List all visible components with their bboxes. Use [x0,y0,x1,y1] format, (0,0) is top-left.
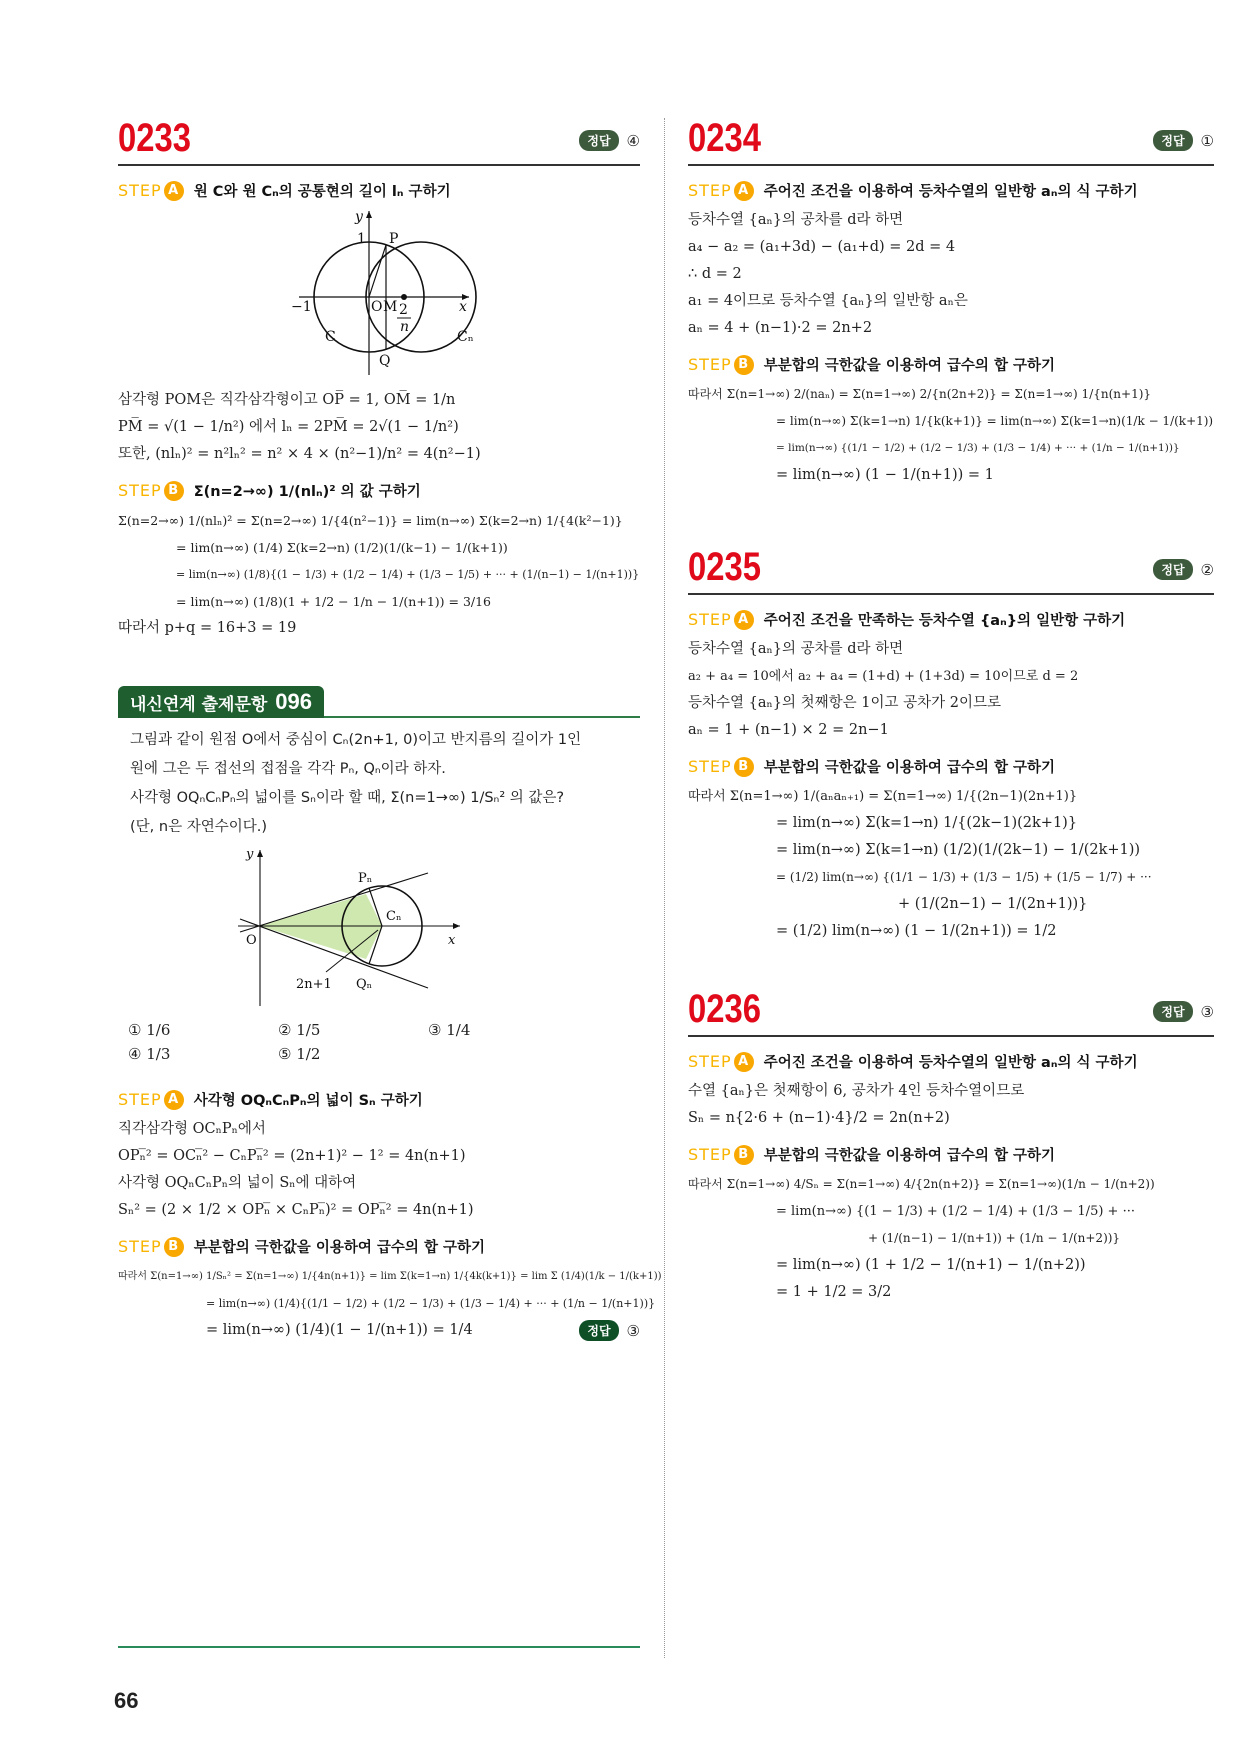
naesin-question: 그림과 같이 원점 O에서 중심이 Cₙ(2n+1, 0)이고 반지름의 길이가 1인 원에 그은 두 접선의 접점을 각각 Pₙ, Qₙ이라 하자. 사각형 OQₙCₙPₙ의 넓이를 Sₙ이라 할 때, Σ(n=1→∞) 1/Sₙ² 의 값은? (단, n은 자연수이다.) [130,732,582,835]
step-a-heading: STEP A 주어진 조건을 이용하여 등차수열의 일반항 aₙ의 식 구하기 [688,181,1138,200]
answer-indicator [1153,559,1214,580]
problem-number: 0236 [688,987,761,1031]
step-title: 원 C와 원 Cₙ의 공통현의 길이 lₙ 구하기 [193,184,451,200]
step-title: 주어진 조건을 이용하여 등차수열의 일반항 aₙ의 식 구하기 [763,1055,1138,1071]
step-letter-icon: B [734,757,754,777]
naesin-tag: 내신연계 출제문항 096 [118,686,324,718]
svg-text:M: M [383,299,398,315]
answer-badge: 정답 [1153,1001,1192,1022]
step-title: 부분합의 극한값을 이용하여 급수의 합 구하기 [763,1148,1056,1164]
solution-line: a₂ + a₄ = 10에서 a₂ + a₄ = (1+d) + (1+3d) = 10이므로 d = 2 [688,669,1079,684]
step-title: 부분합의 극한값을 이용하여 급수의 합 구하기 [763,358,1056,374]
solution-line: Σ(n=2→∞) 1/(nlₙ)² = Σ(n=2→∞) 1/{4(n²−1)} = lim(n→∞) Σ(k=2→n) 1/{4(k²−1)} [118,513,623,528]
answer-value: ④ [626,131,640,150]
solution-line: = lim(n→∞) {(1 − 1/3) + (1/2 − 1/4) + (1/3 − 1/5) + ··· [776,1204,1135,1219]
solution-line: 따라서 Σ(n=1→∞) 1/Sₙ² = Σ(n=1→∞) 1/{4n(n+1)} = lim Σ(k=1→n) 1/{4k(k+1)} = lim Σ (1/4)(1/k − 1/(k+1)) [118,1271,662,1282]
step-title: 주어진 조건을 이용하여 등차수열의 일반항 aₙ의 식 구하기 [763,184,1138,200]
tangent-figure [118,846,640,1011]
choice-1[interactable]: ① 1/6 [128,1021,171,1039]
step-b-heading: STEP B Σ(n=2→∞) 1/(nlₙ)² 의 값 구하기 [118,481,421,500]
solution-conclusion: 따라서 p+q = 16+3 = 19 [118,620,297,636]
step-letter-icon: A [734,181,754,201]
problem-header-0235 [688,539,1214,595]
svg-text:2: 2 [399,302,408,318]
step-a-heading: STEP A 주어진 조건을 이용하여 등차수열의 일반항 aₙ의 식 구하기 [688,1052,1138,1071]
svg-text:x: x [448,933,456,948]
solution-line: aₙ = 4 + (n−1)·2 = 2n+2 [688,320,873,336]
solution-line: + (1/(n−1) − 1/(n+1)) + (1/n − 1/(n+2))} [868,1231,1121,1245]
answer-indicator [1153,1001,1214,1022]
step-b-heading: STEP B 부분합의 극한값을 이용하여 급수의 합 구하기 [118,1237,486,1256]
solution-line: = lim(n→∞) (1 − 1/(n+1)) = 1 [776,467,994,483]
step-letter-icon: A [734,610,754,630]
step-letter-icon: B [734,1145,754,1165]
step-letter-icon: B [164,481,184,501]
solution-line: 등차수열 {aₙ}의 공차를 d라 하면 [688,641,904,657]
problem-header-0236 [688,981,1214,1037]
answer-badge: 정답 [1153,130,1192,151]
step-b-heading: STEP B 부분합의 극한값을 이용하여 급수의 합 구하기 [688,355,1056,374]
solution-line: 수열 {aₙ}은 첫째항이 6, 공차가 4인 등차수열이므로 [688,1083,1025,1099]
step-b-heading: STEP B 부분합의 극한값을 이용하여 급수의 합 구하기 [688,757,1056,776]
choice-3[interactable]: ③ 1/4 [428,1021,471,1039]
step-title: 부분합의 극한값을 이용하여 급수의 합 구하기 [193,1240,486,1256]
step-a-heading: STEP A 원 C와 원 Cₙ의 공통현의 길이 lₙ 구하기 [118,181,451,200]
problem-header-0234 [688,110,1214,166]
naesin-section-header [118,686,640,718]
svg-text:x: x [459,299,467,315]
solution-line: = (1/2) lim(n→∞) (1 − 1/(2n+1)) = 1/2 [776,923,1057,939]
solution-line: = lim(n→∞) (1/8){(1 − 1/3) + (1/2 − 1/4) + (1/3 − 1/5) + ··· + (1/(n−1) − 1/(n+1))} [176,568,640,581]
solution-line: 따라서 Σ(n=1→∞) 2/(naₙ) = Σ(n=1→∞) 2/{n(2n+2)} = Σ(n=1→∞) 1/{n(n+1)} [688,387,1152,401]
solution-line: aₙ = 1 + (n−1) × 2 = 2n−1 [688,722,889,738]
solution-line: 직각삼각형 OCₙPₙ에서 [118,1121,266,1137]
column-divider [664,118,665,1658]
svg-text:P: P [389,231,399,247]
solution-line: + (1/(2n−1) − 1/(2n+1))} [898,896,1088,912]
svg-text:Cₙ: Cₙ [386,909,402,924]
answer-choices [118,1021,640,1063]
solution-line: a₄ − a₂ = (a₁+3d) − (a₁+d) = 2d = 4 [688,239,956,255]
solution-line: = lim(n→∞) {(1/1 − 1/2) + (1/2 − 1/3) + (1/3 − 1/4) + ··· + (1/n − 1/(n+1))} [776,442,1180,454]
solution-line: 등차수열 {aₙ}의 첫째항은 1이고 공차가 2이므로 [688,695,1001,711]
solution-line: OPₙ̅² = OCₙ̅² − CₙPₙ̅² = (2n+1)² − 1² = 4n(n+1) [118,1148,466,1164]
svg-text:2n+1: 2n+1 [296,977,332,992]
step-title: 부분합의 극한값을 이용하여 급수의 합 구하기 [763,760,1056,776]
solution-line: = 1 + 1/2 = 3/2 [776,1284,892,1300]
svg-text:Cₙ: Cₙ [457,329,474,345]
solution-line: 등차수열 {aₙ}의 공차를 d라 하면 [688,212,904,228]
step-letter-icon: B [734,355,754,375]
section-end-rule [118,1646,640,1648]
solution-line: ∴ d = 2 [688,266,742,282]
problem-number: 0235 [688,545,761,589]
problem-header-0233 [118,110,640,166]
svg-text:O: O [246,933,257,948]
step-letter-icon: A [164,1090,184,1110]
answer-badge: 정답 [579,1320,618,1341]
step-letter-icon: A [734,1052,754,1072]
solution-line: Sₙ² = (2 × 1/2 × OPₙ̅ × CₙPₙ̅)² = OPₙ̅² = 4n(n+1) [118,1202,474,1218]
solution-line: = lim(n→∞) Σ(k=1→n) (1/2)(1/(2k−1) − 1/(2k+1)) [776,842,1141,858]
problem-number: 0233 [118,116,191,160]
problem-number: 0234 [688,116,761,160]
svg-text:C: C [325,329,336,345]
solution-line: = (1/2) lim(n→∞) {(1/1 − 1/3) + (1/3 − 1/5) + (1/5 − 1/7) + ··· [776,870,1152,884]
svg-text:n: n [400,319,410,335]
answer-value: ① [1200,131,1214,150]
answer-indicator [579,130,640,151]
answer-value: ③ [1200,1002,1214,1021]
svg-text:y: y [246,847,254,862]
answer-value: ③ [626,1321,640,1340]
solution-line: = lim(n→∞) (1/4) Σ(k=2→n) (1/2)(1/(k−1) − 1/(k+1)) [176,540,508,555]
svg-text:y: y [355,209,363,225]
answer-indicator [1153,130,1214,151]
solution-line: = lim(n→∞) (1/4)(1 − 1/(n+1)) = 1/4 [206,1322,473,1338]
step-letter-icon: A [164,181,184,201]
svg-text:Qₙ: Qₙ [356,977,373,992]
svg-text:−1: −1 [291,299,312,315]
answer-value: ② [1200,560,1214,579]
step-title: 사각형 OQₙCₙPₙ의 넓이 Sₙ 구하기 [193,1093,423,1109]
page-number: 66 [114,1688,139,1713]
right-column [688,110,1214,1306]
choice-2[interactable]: ② 1/5 [278,1021,321,1039]
step-a-heading: STEP A 주어진 조건을 만족하는 등차수열 {aₙ}의 일반항 구하기 [688,610,1126,629]
solution-line: 따라서 Σ(n=1→∞) 4/Sₙ = Σ(n=1→∞) 4/{2n(n+2)} = Σ(n=1→∞)(1/n − 1/(n+2)) [688,1177,1155,1191]
step-a-heading: STEP A 사각형 OQₙCₙPₙ의 넓이 Sₙ 구하기 [118,1090,423,1109]
solution-line: = lim(n→∞) (1/4){(1/1 − 1/2) + (1/2 − 1/3) + (1/3 − 1/4) + ··· + (1/n − 1/(n+1))} [206,1297,656,1310]
svg-text:Pₙ: Pₙ [358,871,373,886]
solution-line: a₁ = 4이므로 등차수열 {aₙ}의 일반항 aₙ은 [688,293,968,309]
svg-text:Q: Q [379,353,391,369]
choice-5[interactable]: ⑤ 1/2 [278,1045,321,1063]
solution-line: = lim(n→∞) Σ(k=1→n) 1/{(2k−1)(2k+1)} [776,815,1078,831]
solution-line: = lim(n→∞) (1 + 1/2 − 1/(n+1) − 1/(n+2)) [776,1257,1086,1273]
left-column [118,110,662,1341]
solution-line: 사각형 OQₙCₙPₙ의 넓이 Sₙ에 대하여 [118,1175,357,1191]
svg-text:O: O [371,299,383,315]
two-circles-figure [118,207,640,377]
solution-line: 또한, (nlₙ)² = n²lₙ² = n² × 4 × (n²−1)/n² = 4(n²−1) [118,446,481,462]
step-letter-icon: B [164,1237,184,1257]
svg-text:1: 1 [357,231,366,247]
step-b-heading: STEP B 부분합의 극한값을 이용하여 급수의 합 구하기 [688,1145,1056,1164]
choice-4[interactable]: ④ 1/3 [128,1045,171,1063]
solution-line: = lim(n→∞) (1/8)(1 + 1/2 − 1/n − 1/(n+1)) = 3/16 [176,594,492,609]
answer-badge: 정답 [579,130,618,151]
solution-line: 따라서 Σ(n=1→∞) 1/(aₙaₙ₊₁) = Σ(n=1→∞) 1/{(2n−1)(2n+1)} [688,789,1078,804]
solution-line: Sₙ = n{2·6 + (n−1)·4}/2 = 2n(n+2) [688,1110,950,1126]
answer-badge: 정답 [1153,559,1192,580]
solution-line: = lim(n→∞) Σ(k=1→n) 1/{k(k+1)} = lim(n→∞) Σ(k=1→n)(1/k − 1/(k+1)) [776,414,1214,428]
circles-diagram-icon [269,207,489,377]
solution-line: 삼각형 POM은 직각삼각형이고 OP̅ = 1, OM̅ = 1/n [118,392,456,408]
solution-line: PM̅ = √(1 − 1/n²) 에서 lₙ = 2PM̅ = 2√(1 − 1/n²) [118,419,459,435]
step-title: 주어진 조건을 만족하는 등차수열 {aₙ}의 일반항 구하기 [763,613,1126,629]
step-title: Σ(n=2→∞) 1/(nlₙ)² 의 값 구하기 [193,484,421,500]
tangent-diagram-icon [238,846,468,1011]
